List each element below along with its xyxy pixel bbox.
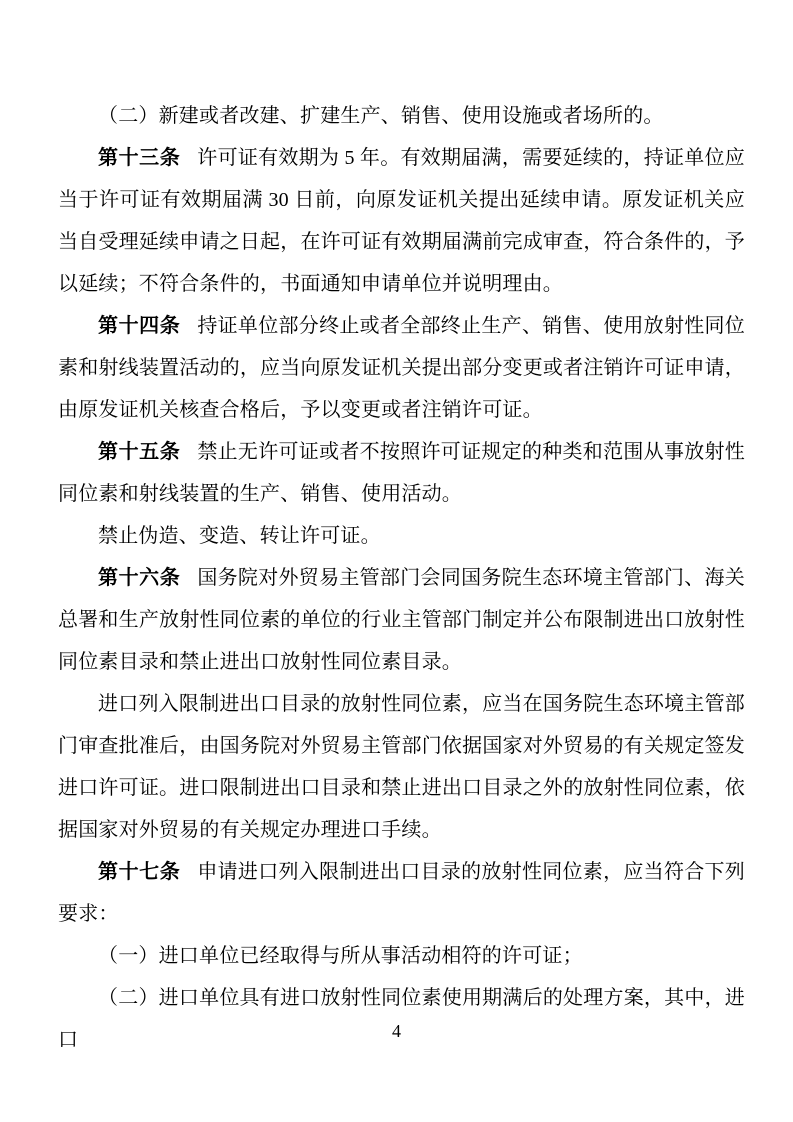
article-number: 第十四条 xyxy=(98,315,181,337)
article-number: 第十七条 xyxy=(98,861,181,883)
paragraph-text: 许可证有效期为 5 年。有效期届满，需要延续的，持证单位应当于许可证有效期届满 30 日前，向原发证机关提出延续申请。原发证机关应当自受理延续申请之日起，在许可证有效期届满前完成审查，符合条件的，予以延续；不符合条件的，书面通知申请单位并说明理由。 xyxy=(58,147,746,295)
paragraph-text: 申请进口列入限制进出口目录的放射性同位素，应当符合下列要求： xyxy=(58,861,746,925)
document-body xyxy=(58,95,745,1061)
paragraph-text: （二）新建或者改建、扩建生产、销售、使用设施或者场所的。 xyxy=(98,105,664,127)
article-number: 第十六条 xyxy=(98,567,181,589)
article-number: 第十五条 xyxy=(98,441,181,463)
page-number: 4 xyxy=(392,1021,401,1041)
paragraph xyxy=(58,935,745,977)
paragraph xyxy=(58,851,745,935)
paragraph-text: 禁止伪造、变造、转让许可证。 xyxy=(98,525,381,547)
paragraph xyxy=(58,557,745,683)
paragraph xyxy=(58,95,745,137)
paragraph-text: （二）进口单位具有进口放射性同位素使用期满后的处理方案，其中，进口 xyxy=(58,987,745,1051)
paragraph xyxy=(58,515,745,557)
paragraph xyxy=(58,683,745,851)
paragraph-text: （一）进口单位已经取得与所从事活动相符的许可证； xyxy=(98,945,583,967)
paragraph-text: 持证单位部分终止或者全部终止生产、销售、使用放射性同位素和射线装置活动的，应当向原发证机关提出部分变更或者注销许可证申请，由原发证机关核查合格后，予以变更或者注销许可证。 xyxy=(58,315,746,421)
paragraph xyxy=(58,137,745,305)
paragraph xyxy=(58,305,745,431)
paragraph-text: 进口列入限制进出口目录的放射性同位素，应当在国务院生态环境主管部门审查批准后，由国务院对外贸易主管部门依据国家对外贸易的有关规定签发进口许可证。进口限制进出口目录和禁止进出口目录之外的放射性同位素，依据国家对外贸易的有关规定办理进口手续。 xyxy=(58,693,745,841)
paragraph xyxy=(58,431,745,515)
paragraph-text: 禁止无许可证或者不按照许可证规定的种类和范围从事放射性同位素和射线装置的生产、销售、使用活动。 xyxy=(58,441,746,505)
paragraph-text: 国务院对外贸易主管部门会同国务院生态环境主管部门、海关总署和生产放射性同位素的单位的行业主管部门制定并公布限制进出口放射性同位素目录和禁止进出口放射性同位素目录。 xyxy=(58,567,746,673)
article-number: 第十三条 xyxy=(98,147,181,169)
